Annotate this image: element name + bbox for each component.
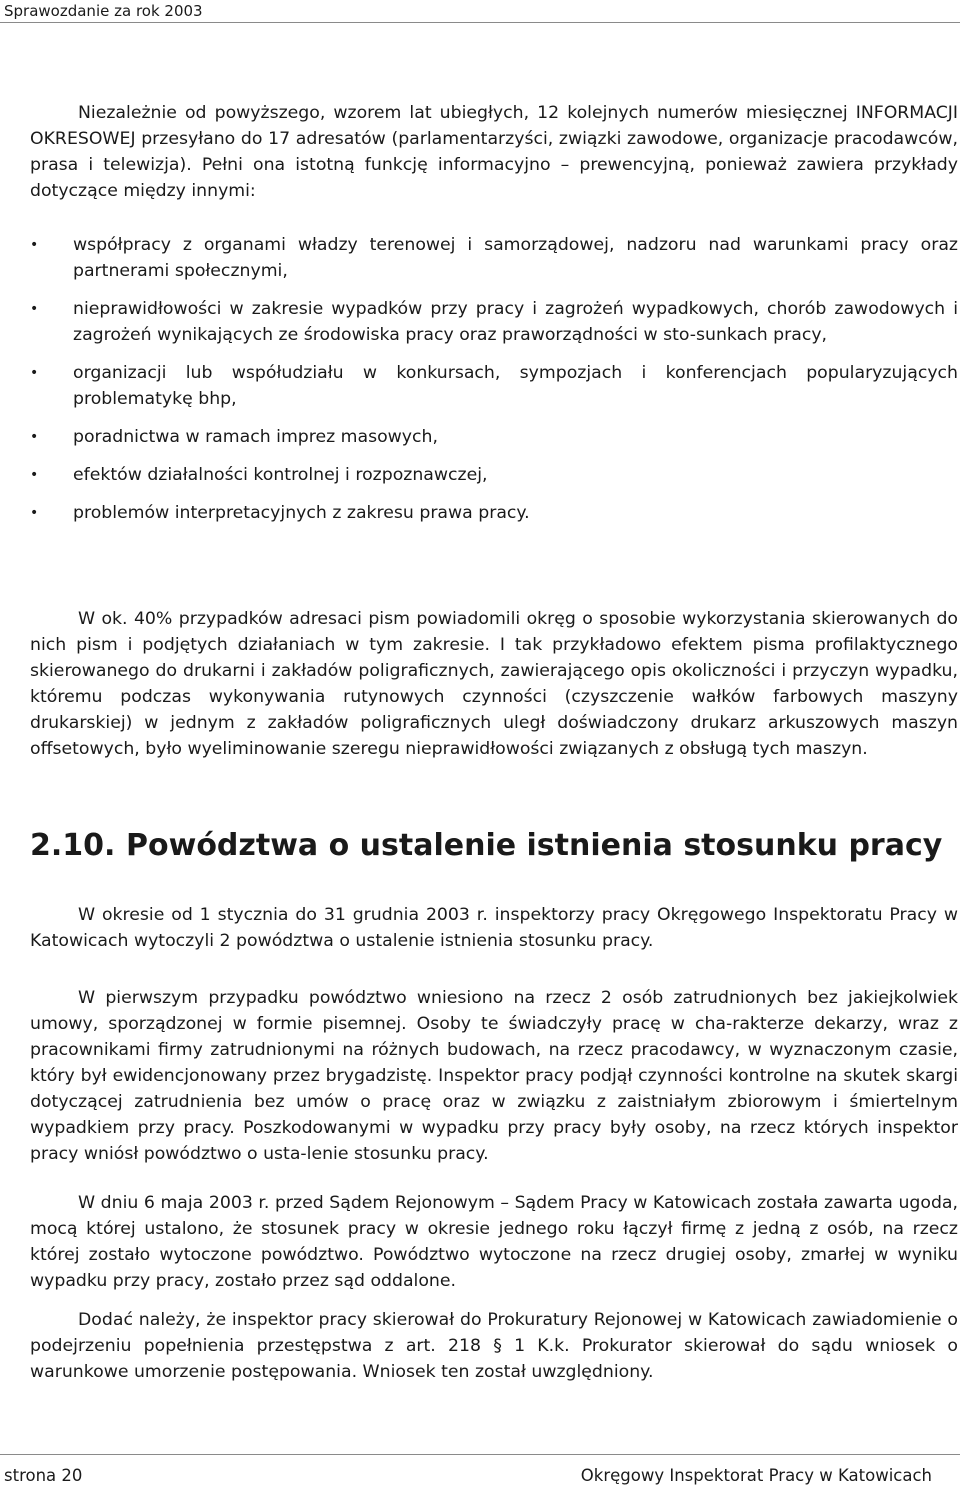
topics-bullet-list — [30, 232, 958, 538]
list-item — [30, 424, 958, 450]
bullet-icon: • — [30, 505, 39, 521]
footer-divider — [0, 1454, 960, 1455]
bullet-icon: • — [30, 467, 39, 483]
results-paragraph: W ok. 40% przypadków adresaci pism powiadomili okręg o sposobie wykorzystania skierowanych do nich pism i podjętych działaniach w tym zakresie. I tak przykładowo efektem pisma profilaktycznego skierowanego do drukarni i zakładów poligraficznych, zawierającego opis okoliczności i przyczyn wypadku, któremu podczas wykonywania rutynowych czynności (czyszczenie wałków farbowych maszyny drukarskiej) w jednym z zakładów poligraficznych uległ doświadczony drukarz arkuszowych maszyn offsetowych, było wyeliminowanie szeregu nieprawidłowości związanych z obsługą tych maszyn. — [30, 609, 958, 759]
section-heading — [30, 826, 950, 866]
list-item-text: współpracy z organami władzy terenowej i samorządowej, nadzoru nad warunkami pracy oraz partnerami społecznymi, — [73, 235, 958, 281]
list-item-text: efektów działalności kontrolnej i rozpoznawczej, — [73, 465, 488, 485]
section-paragraph: W pierwszym przypadku powództwo wniesiono na rzecz 2 osób zatrudnionych bez jakiejkolwiek umowy, sporządzonej w formie pisemnej. Osoby te świadczyły pracę w cha-rakterze dekarzy, wraz z pracownikami firmy zatrudnionymi na różnych budowach, na rzecz pracodawcy, w wyznaczonym czasie, który był ewidencjonowany przez brygadzistę. Inspektor pracy podjął czynności kontrolne na skutek skargi dotyczącej zatrudnienia bez umów o pracę oraz w związku z zaistniałym zbiorowym i śmiertelnym wypadkiem przy pracy. Poszkodowanymi w wypadku przy pracy były osoby, na rzecz których inspektor pracy wniósł powództwo o usta-lenie stosunku pracy. — [30, 988, 958, 1164]
list-item — [30, 360, 958, 412]
footer-organization: Okręgowy Inspektorat Pracy w Katowicach — [580, 1466, 932, 1485]
bullet-icon: • — [30, 429, 39, 445]
list-item-text: organizacji lub współudziału w konkursach, sympozjach i konferencjach popularyzujących problematykę bhp, — [73, 363, 958, 409]
list-item-text: poradnictwa w ramach imprez masowych, — [73, 427, 438, 447]
section-paragraph: W dniu 6 maja 2003 r. przed Sądem Rejonowym – Sądem Pracy w Katowicach została zawarta ugoda, mocą której ustalono, że stosunek pracy w okresie jednego roku łączył firmę z jedną z osób, na rzecz której zostało wytoczone powództwo. Powództwo wytoczone na rzecz drugiej osoby, zmarłej w wyniku wypadku przy pracy, zostało przez sąd oddalone. — [30, 1193, 958, 1291]
page-header-title: Sprawozdanie za rok 2003 — [4, 2, 203, 20]
list-item — [30, 500, 958, 526]
bullet-icon: • — [30, 237, 39, 253]
bullet-icon: • — [30, 365, 39, 381]
page-number: strona 20 — [4, 1466, 83, 1485]
list-item-text: nieprawidłowości w zakresie wypadków przy pracy i zagrożeń wypadkowych, chorób zawodowych i zagrożeń wynikających ze środowiska pracy oraz praworządności w sto-sunkach pracy, — [73, 299, 958, 345]
section-title: Powództwa o ustalenie istnienia stosunku pracy — [126, 828, 943, 863]
section-number: 2.10. — [30, 828, 116, 863]
bullet-icon: • — [30, 301, 39, 317]
list-item — [30, 462, 958, 488]
section-paragraph: W okresie od 1 stycznia do 31 grudnia 2003 r. inspektorzy pracy Okręgowego Inspektoratu Pracy w Katowicach wytoczyli 2 powództwa o ustalenie istnienia stosunku pracy. — [30, 905, 958, 951]
list-item — [30, 232, 958, 284]
intro-paragraph: Niezależnie od powyższego, wzorem lat ubiegłych, 12 kolejnych numerów miesięcznej INFORMACJI OKRESOWEJ przesyłano do 17 adresatów (parlamentarzyści, związki zawodowe, organizacje pracodawców, prasa i telewizja). Pełni ona istotną funkcję informacyjno – prewencyjną, ponieważ zawiera przykłady dotyczące między innymi: — [30, 103, 958, 201]
section-paragraph: Dodać należy, że inspektor pracy skierował do Prokuratury Rejonowej w Katowicach zawiadomienie o podejrzeniu popełnienia przestępstwa z art. 218 § 1 K.k. Prokurator skierował do sądu wniosek o warunkowe umorzenie postępowania. Wniosek ten został uwzględniony. — [30, 1310, 958, 1382]
list-item-text: problemów interpretacyjnych z zakresu prawa pracy. — [73, 503, 530, 523]
list-item — [30, 296, 958, 348]
header-divider — [0, 22, 960, 23]
